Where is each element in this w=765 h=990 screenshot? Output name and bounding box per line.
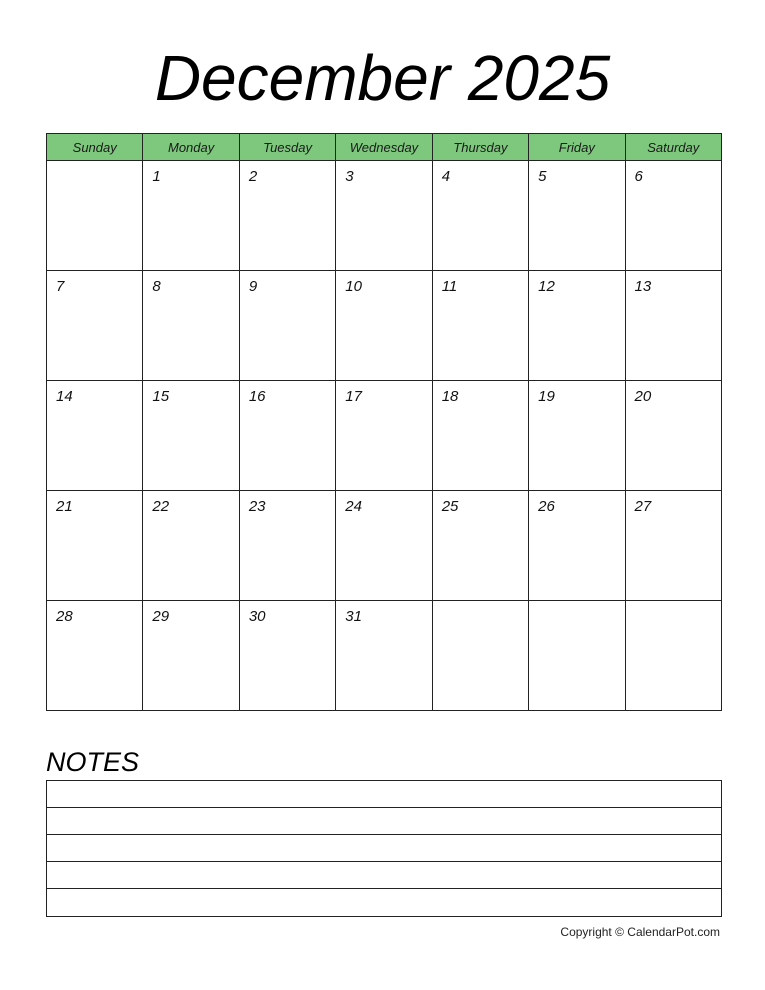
day-cell — [336, 161, 432, 271]
day-number: 27 — [634, 498, 652, 515]
day-cell — [529, 491, 625, 601]
day-cell — [143, 491, 239, 601]
day-cell — [432, 161, 528, 271]
day-number: 20 — [634, 388, 652, 405]
day-number: 31 — [345, 608, 362, 625]
day-cell — [625, 161, 721, 271]
day-cell — [529, 161, 625, 271]
day-cell — [143, 161, 239, 271]
day-number: 16 — [248, 388, 266, 405]
day-cell — [143, 601, 239, 711]
day-cell — [432, 601, 528, 711]
weekday-header-wednesday: Wednesday — [336, 134, 432, 161]
day-cell — [432, 381, 528, 491]
day-number: 5 — [538, 168, 547, 185]
day-cell — [143, 381, 239, 491]
day-number: 3 — [345, 168, 354, 185]
day-cell — [336, 381, 432, 491]
week-row — [47, 381, 722, 491]
day-cell — [625, 381, 721, 491]
day-number: 28 — [56, 608, 73, 625]
day-number: 4 — [441, 168, 451, 185]
day-cell — [625, 271, 721, 381]
day-number: 30 — [248, 608, 266, 625]
day-number: 11 — [441, 278, 458, 295]
day-number: 22 — [152, 498, 170, 515]
day-cell — [432, 271, 528, 381]
day-number: 2 — [248, 168, 258, 185]
day-number: 12 — [538, 278, 555, 295]
day-number: 18 — [441, 388, 459, 405]
day-cell — [625, 491, 721, 601]
day-number: 23 — [248, 498, 266, 515]
day-number: 26 — [538, 498, 555, 515]
day-number: 8 — [152, 278, 161, 295]
weekday-header-monday: Monday — [143, 134, 239, 161]
copyright-notice: Copyright © CalendarPot.com — [560, 925, 720, 939]
day-cell — [47, 381, 143, 491]
day-number — [47, 161, 142, 169]
week-row — [47, 161, 722, 271]
day-number: 17 — [345, 388, 362, 405]
day-cell — [239, 161, 335, 271]
day-number: 14 — [56, 388, 73, 405]
day-cell — [47, 601, 143, 711]
day-number: 29 — [152, 608, 170, 625]
day-cell — [336, 491, 432, 601]
day-cell — [432, 491, 528, 601]
day-cell — [529, 601, 625, 711]
note-line[interactable] — [47, 862, 721, 889]
day-cell — [47, 491, 143, 601]
day-number — [529, 601, 624, 609]
weekday-header-row — [47, 134, 722, 161]
day-number: 24 — [345, 498, 362, 515]
note-line[interactable] — [47, 889, 721, 915]
day-cell — [239, 381, 335, 491]
weekday-header-friday: Friday — [529, 134, 625, 161]
weekday-header-saturday: Saturday — [625, 134, 721, 161]
day-number: 10 — [345, 278, 362, 295]
day-cell — [239, 491, 335, 601]
day-number: 15 — [152, 388, 170, 405]
week-row — [47, 491, 722, 601]
day-number: 6 — [634, 168, 643, 185]
week-row — [47, 601, 722, 711]
weekday-header-sunday: Sunday — [47, 134, 143, 161]
notes-area[interactable] — [46, 780, 722, 917]
day-cell — [336, 601, 432, 711]
day-number: 21 — [56, 498, 73, 515]
day-number: 13 — [634, 278, 652, 295]
day-cell — [239, 271, 335, 381]
day-number — [626, 601, 721, 609]
day-cell — [336, 271, 432, 381]
day-cell — [529, 271, 625, 381]
notes-heading: NOTES — [46, 747, 140, 777]
day-number: 1 — [152, 168, 161, 185]
day-cell — [143, 271, 239, 381]
calendar-grid — [46, 133, 722, 711]
weekday-header-thursday: Thursday — [432, 134, 528, 161]
weekday-header-tuesday: Tuesday — [239, 134, 335, 161]
note-line[interactable] — [47, 808, 721, 835]
week-row — [47, 271, 722, 381]
day-number — [433, 601, 528, 609]
note-line[interactable] — [47, 835, 721, 862]
day-cell — [47, 161, 143, 271]
day-number: 9 — [248, 278, 258, 295]
day-number: 19 — [538, 388, 555, 405]
day-cell — [47, 271, 143, 381]
note-line[interactable] — [47, 781, 721, 808]
day-number: 25 — [441, 498, 459, 515]
page-title: December 2025 — [154, 42, 611, 114]
day-cell — [529, 381, 625, 491]
day-cell — [625, 601, 721, 711]
day-number: 7 — [56, 278, 65, 295]
day-cell — [239, 601, 335, 711]
